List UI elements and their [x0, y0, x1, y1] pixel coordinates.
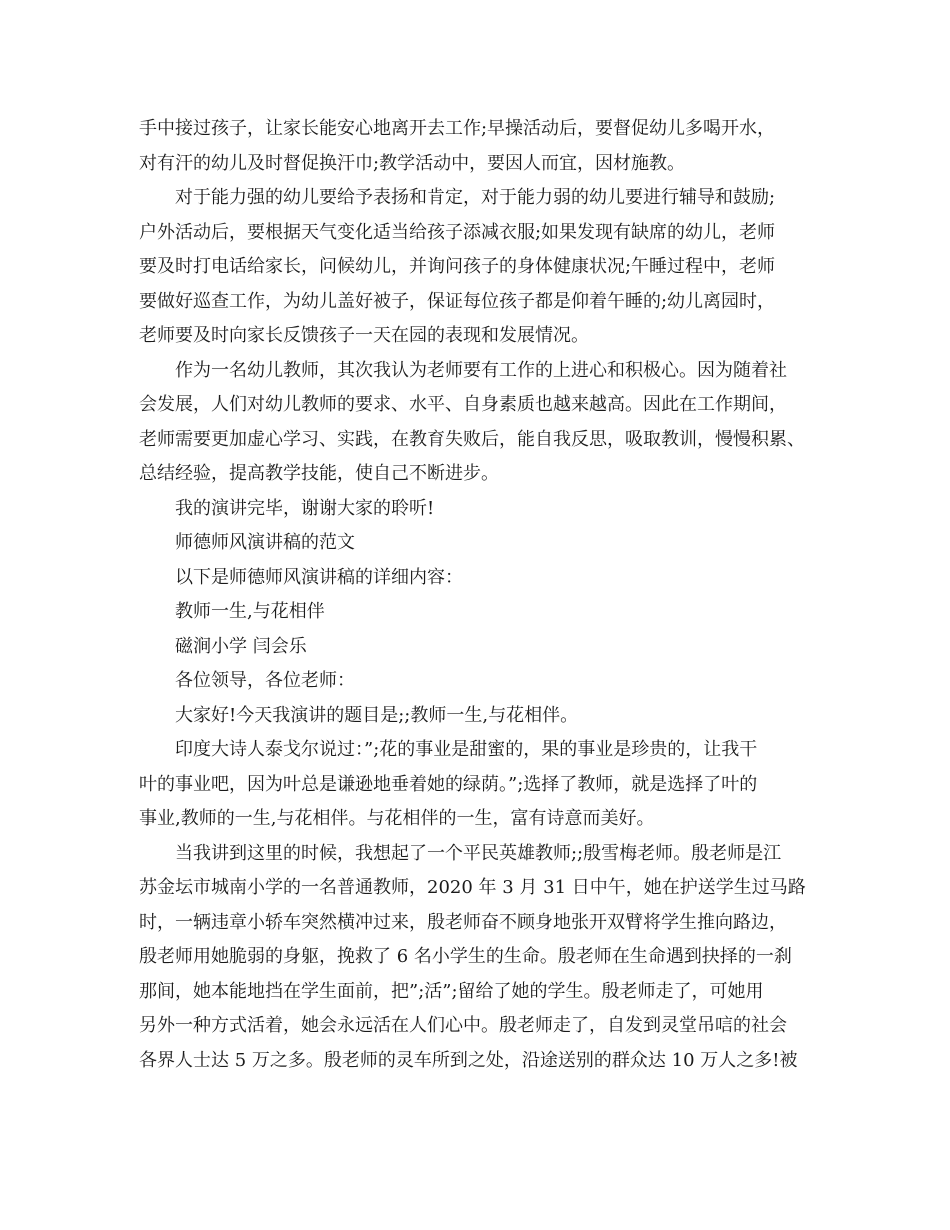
paragraph-first-line: 印度大诗人泰戈尔说过：”;花的事业是甜蜜的，果的事业是珍贵的，让我干 [175, 739, 758, 760]
text-line: 对有汗的幼儿及时督促换汗巾;教学活动中，要因人而宜，因材施教。 [139, 152, 686, 174]
text-line: 户外活动后，要根据天气变化适当给孩子添减衣服;如果发现有缺席的幼儿，老师 [139, 221, 776, 243]
text-line: 事业,教师的一生,与花相伴。与花相伴的一生，富有诗意而美好。 [139, 808, 655, 829]
paragraph-first-line: 磁涧小学 闫会乐 [175, 635, 307, 657]
text-line: 各界人士达 5 万之多。殷老师的灵车所到之处，沿途送别的群众达 10 万人之多!被 [139, 1049, 798, 1071]
text-line: 叶的事业吧，因为叶总是谦逊地垂着她的绿荫。”;选择了教师，就是选择了叶的 [139, 773, 758, 795]
paragraph-first-line: 我的演讲完毕，谢谢大家的聆听! [175, 497, 435, 519]
text-line: 要做好巡查工作，为幼儿盖好被子，保证每位孩子都是仰着午睡的;幼儿离园时， [139, 290, 776, 312]
text-line: 老师要及时向家长反馈孩子一天在园的表现和发展情况。 [139, 325, 589, 346]
paragraph-first-line: 各位领导，各位老师： [175, 670, 355, 691]
document-body [139, 112, 819, 1078]
text-line: 苏金坛市城南小学的一名普通教师，2020 年 3 月 31 日中午，她在护送学生过马路 [139, 877, 806, 898]
text-line: 时，一辆违章小轿车突然横冲过来，殷老师奋不顾身地张开双臂将学生推向路边， [139, 911, 787, 933]
text-line: 另外一种方式活着，她会永远活在人们心中。殷老师走了，自发到灵堂吊唁的社会 [139, 1015, 787, 1036]
paragraph-first-line: 当我讲到这里的时候，我想起了一个平民英雄教师;;殷雪梅老师。殷老师是江 [175, 842, 782, 864]
text-line: 要及时打电话给家长，问候幼儿，并询问孩子的身体健康状况;午睡过程中，老师 [139, 256, 776, 277]
paragraph-first-line: 教师一生,与花相伴 [175, 601, 325, 622]
paragraph-first-line: 作为一名幼儿教师，其次我认为老师要有工作的上进心和积极心。因为随着社 [175, 359, 787, 381]
text-line: 手中接过孩子，让家长能安心地离开去工作;早操活动后，要督促幼儿多喝开水， [139, 118, 776, 139]
text-line: 会发展，人们对幼儿教师的要求、水平、自身素质也越来越高。因此在工作期间， [139, 394, 787, 415]
text-line: 老师需要更加虚心学习、实践，在教育失败后，能自我反思，吸取教训，慢慢积累、 [139, 428, 805, 450]
paragraph-first-line: 以下是师德师风演讲稿的详细内容： [175, 566, 463, 588]
paragraph-first-line: 大家好!今天我演讲的题目是;;教师一生,与花相伴。 [175, 704, 579, 726]
text-line: 那间，她本能地挡在学生面前，把”;活”;留给了她的学生。殷老师走了，可她用 [139, 980, 764, 1002]
text-line: 殷老师用她脆弱的身躯，挽救了 6 名小学生的生命。殷老师在生命遇到抉择的一刹 [139, 946, 792, 967]
paragraph-first-line: 师德师风演讲稿的范文 [175, 532, 355, 553]
paragraph-first-line: 对于能力强的幼儿要给予表扬和肯定，对于能力弱的幼儿要进行辅导和鼓励; [175, 187, 776, 208]
text-line: 总结经验，提高教学技能，使自己不断进步。 [139, 463, 499, 484]
